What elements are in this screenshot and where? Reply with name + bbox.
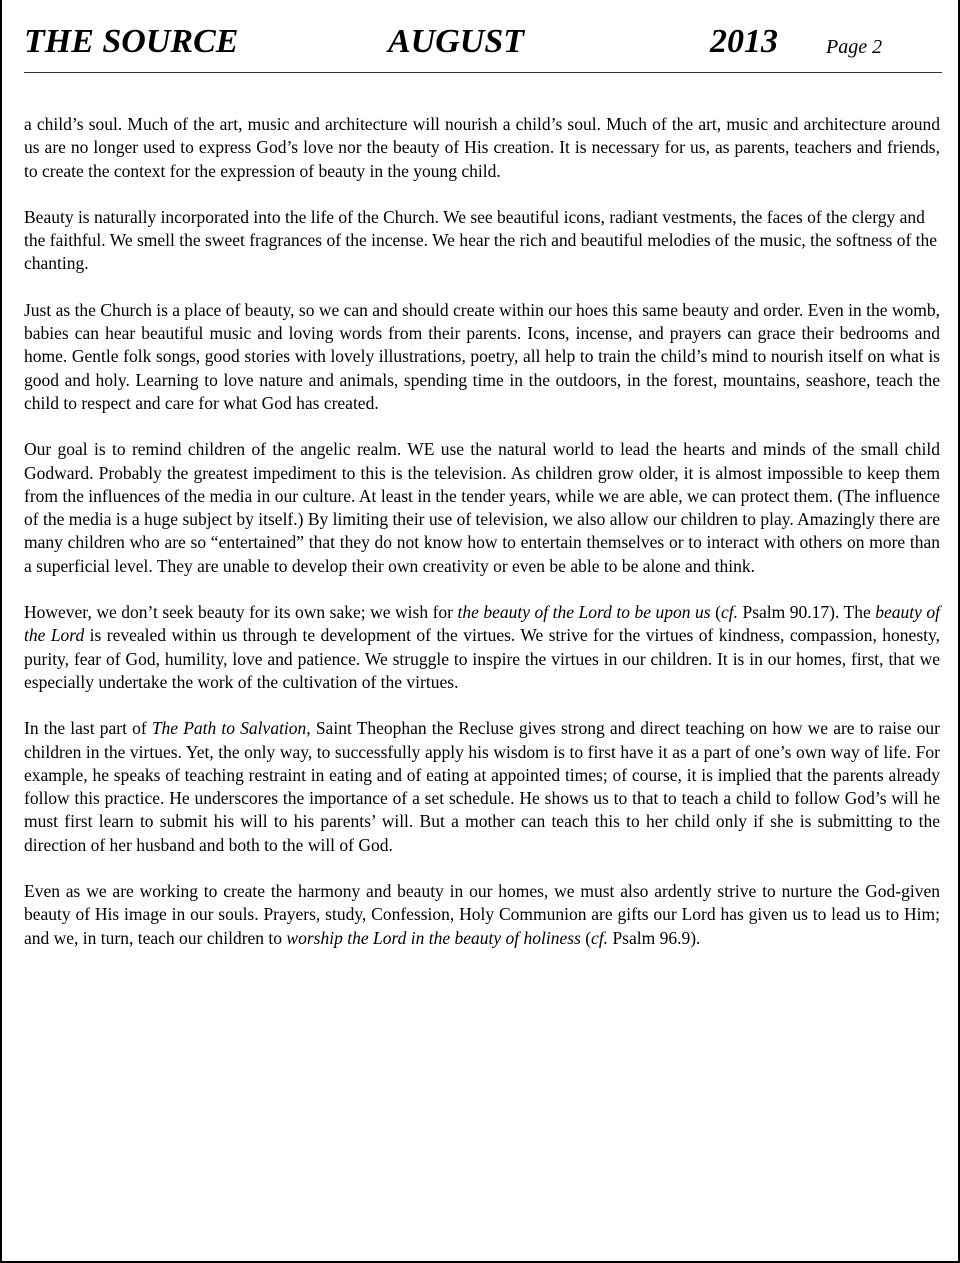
paragraph-text: ( [580,927,592,948]
paragraph: a child’s soul. Much of the art, music and architecture will nourish a child’s soul. Much of the art, music and architecture around us are no longer used to express God’s love nor the beauty of His creation. It is necessary for us, as parents, teachers and friends, to create the context for the expression of beauty in the young child. [24,114,940,181]
book-title: The Path to Salvation, [151,718,311,739]
paragraph-text: Saint Theophan the Recluse gives strong and direct teaching on how we are to raise our children in the virtues. Yet, the only way, to successfully apply his wisdom is to first have it as a part of one’s own way of life. For example, he speaks of teaching restraint in eating and of eating at appointed times; of course, it is implied that the parents already follow this practice. He underscores the importance of a set schedule. He shows us to that to teach a child to follow God’s will he must first learn to submit his will to his parents’ will. But a mother can teach this to her child only if she is submitting to the direction of her husband and both to the will of God. [24,718,940,855]
citation-abbrev: cf. [591,927,609,948]
paragraph-text: However, we don’t seek beauty for its own sake; we wish for [24,602,458,623]
issue-month: AUGUST [388,23,525,60]
scripture-phrase: beauty of the Lord [24,602,940,646]
page-number: Page 2 [826,36,883,58]
issue-year: 2013 [710,23,778,60]
paragraph [24,601,940,694]
paragraph: Beauty is naturally incorporated into the life of the Church. We see beautiful icons, radiant vestments, the faces of the clergy and the faithful. We smell the sweet fragrances of the incense. We hear the rich and beautiful melodies of the music, the softness of the chanting. [24,206,938,274]
article-body [24,113,940,973]
paragraph: Our goal is to remind children of the angelic realm. WE use the natural world to lead the hearts and minds of the small child Godward. Probably the greatest impediment to this is the television. As children grow older, it is almost impossible to keep them from the influences of the media in our culture. At least in the tender years, while we are able, we can protect them. (The influence of the media is a huge subject by itself.) By limiting their use of television, we also allow our children to play. Amazingly there are many children who are so “entertained” that they do not know how to entertain themselves or to interact with others on more than a superficial level. They are unable to develop their own creativity or even be able to be alone and think. [24,439,940,576]
paragraph [24,717,940,857]
header-rule [24,72,942,73]
paragraph: Just as the Church is a place of beauty, so we can and should create within our hoes this same beauty and order. Even in the womb, babies can hear beautiful music and loving words from their parents. Icons, incense, and prayers can grace their bedrooms and home. Gentle folk songs, good stories with lovely illustrations, poetry, all help to train the child’s mind to nourish itself on what is good and holy. Learning to love nature and animals, spending time in the outdoors, in the forest, mountains, seashore, teach the child to respect and care for what God has created. [24,299,940,413]
paragraph [24,880,940,950]
citation-abbrev: cf. [720,602,738,623]
scripture-quote: worship the Lord in the beauty of holiness [286,927,581,948]
scripture-quote: the beauty of the Lord to be upon us [457,602,711,623]
paragraph-text: ( [710,602,721,623]
paragraph-text: Even as we are working to create the harmony and beauty in our homes, we must also ardently strive to nurture the God-given beauty of His image in our souls. Prayers, study, Confession, Holy Communion are gifts our Lord has given us to lead us to Him; and we, in turn, teach our children to [24,881,940,948]
paragraph-text: Psalm 96.9). [608,927,701,948]
paragraph-text: is revealed within us through te development of the virtues. We strive for the virtues of kindness, compassion, honesty, purity, fear of God, humility, love and patience. We struggle to inspire the virtues in our children. It is in our homes, first, that we especially undertake the work of the cultivation of the virtues. [24,625,940,692]
newsletter-title: THE SOURCE [24,23,239,60]
page-header [24,22,942,66]
paragraph-text: Psalm 90.17). The [737,602,876,623]
paragraph-text: In the last part of [24,718,152,739]
